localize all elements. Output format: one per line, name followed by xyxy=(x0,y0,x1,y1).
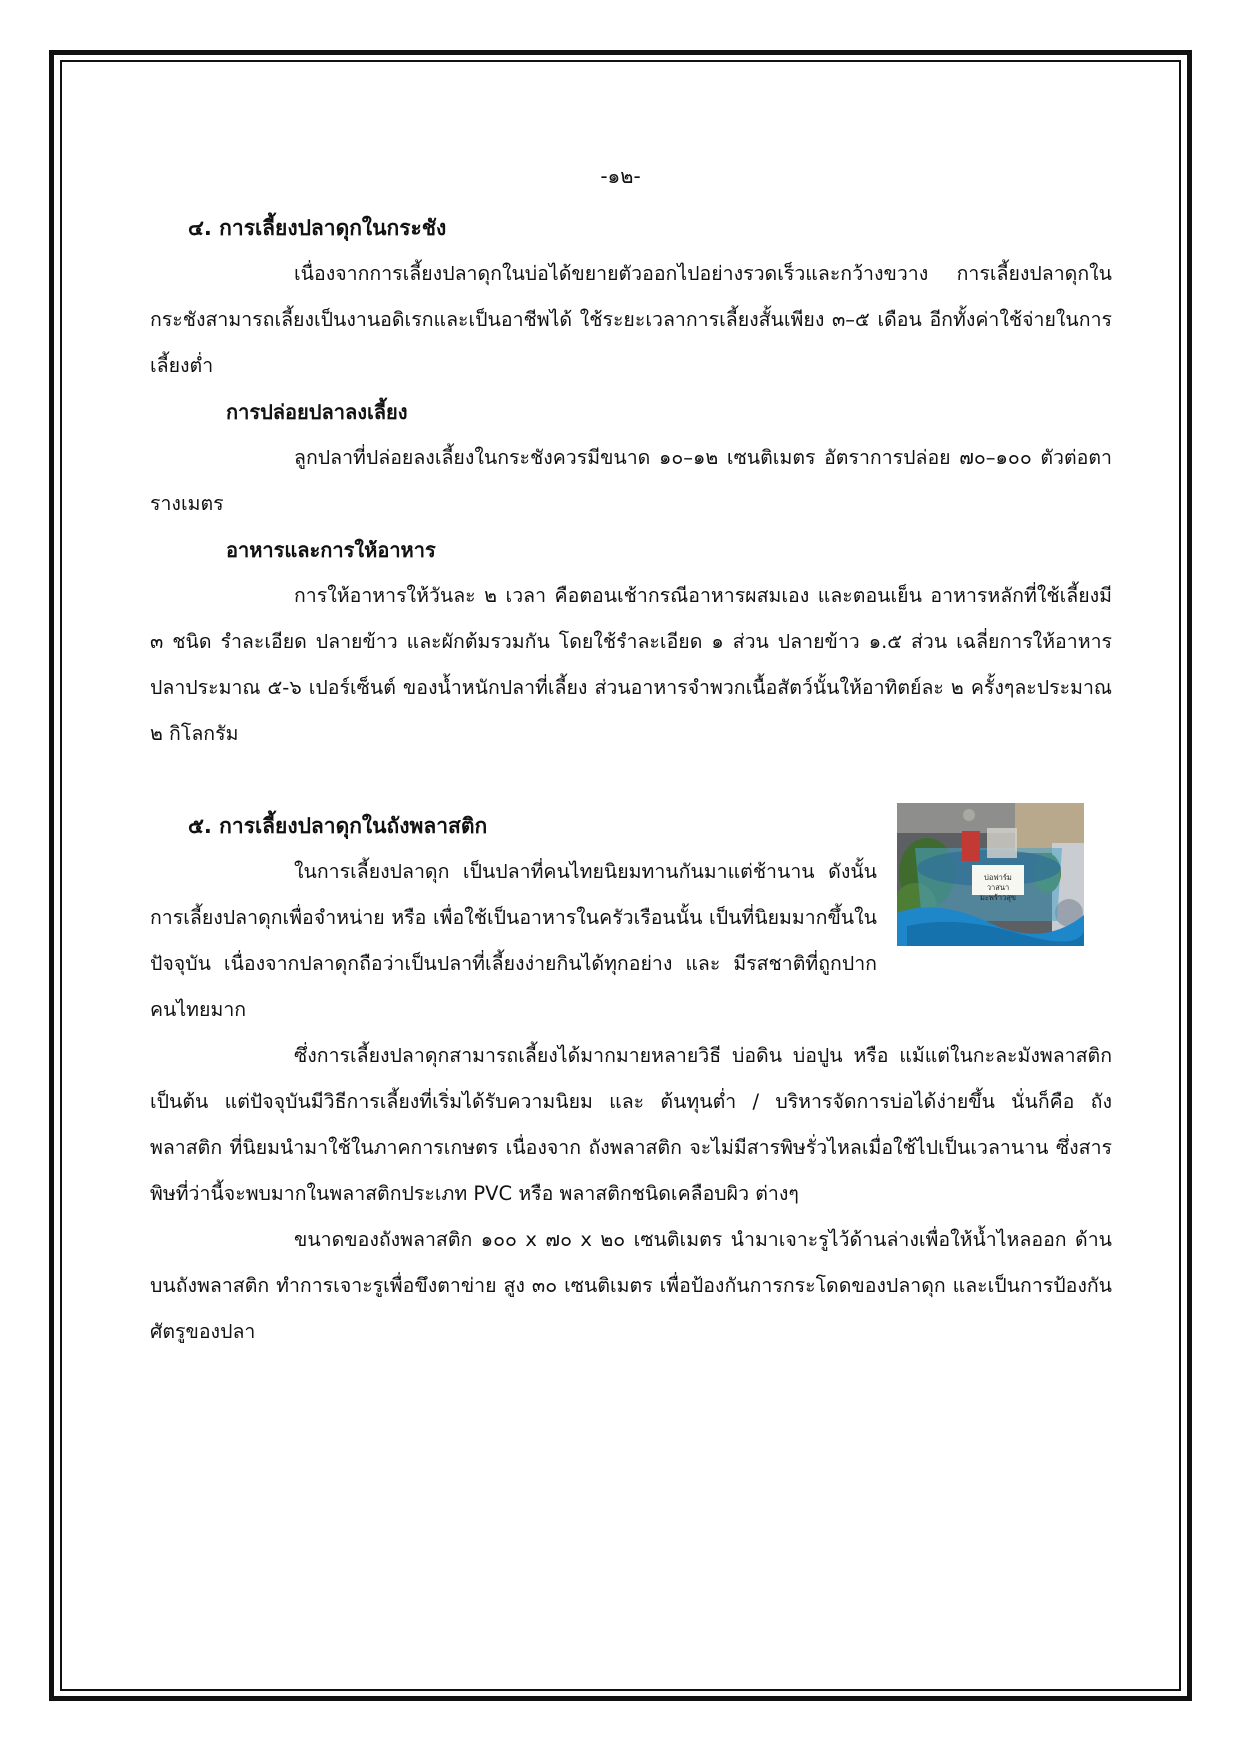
plastic-tank-photo xyxy=(897,803,1084,946)
feed-text: การให้อาหารให้วันละ ๒ เวลา คือตอนเช้ากรณีอาหารผสมเอง และตอนเย็น อาหารหลักที่ใช้เลี้ยงมี ๓ ชนิด รำละเอียด ปลายข้าว และผักต้มรวมกัน โดยใช้รำละเอียด ๑ ส่วน ปลายข้าว ๑.๕ ส่วน เฉลี่ยการให้อาหารปลาประมาณ ๕-๖ เปอร์เซ็นต์ ของน้ำหนักปลาที่เลี้ยง ส่วนอาหารจำพวกเนื้อสัตว์นั้นให้อาทิตย์ละ ๒ ครั้งๆละประมาณ ๒ กิโลกรัม xyxy=(150,584,1112,745)
section-4-intro: เนื่องจากการเลี้ยงปลาดุกในบ่อได้ขยายตัวออกไปอย่างรวดเร็วและกว้างขวาง การเลี้ยงปลาดุกในกระชังสามารถเลี้ยงเป็นงานอดิเรกและเป็นอาชีพได้ ใช้ระยะเวลาการเลี้ยงสั้นเพียง ๓–๕ เดือน อีกทั้งค่าใช้จ่ายในการเลี้ยงต่ำ xyxy=(150,262,1112,377)
document-body xyxy=(150,205,1112,1355)
section-gap xyxy=(150,757,1112,803)
section-5-para-3: ขนาดของถังพลาสติก ๑๐๐ x ๗๐ x ๒๐ เซนติเมตร นำมาเจาะรูไว้ด้านล่างเพื่อให้น้ำไหลออก ด้านบนถังพลาสติก ทำการเจาะรูเพื่อขึงตาข่าย สูง ๓๐ เซนติเมตร เพื่อป้องกันการกระโดดของปลาดุก และเป็นการป้องกันศัตรูของปลา xyxy=(150,1228,1112,1343)
section-5-para-1: ในการเลี้ยงปลาดุก เป็นปลาที่คนไทยนิยมทานกันมาแต่ช้านาน ดังนั้น การเลี้ยงปลาดุกเพื่อจำหน่าย หรือ เพื่อใช้เป็นอาหารในครัวเรือนนั้น เป็นที่นิยมมากขึ้นในปัจจุบัน เนื่องจากปลาดุกถือว่าเป็นปลาที่เลี้ยงง่ายกินได้ทุกอย่าง และ มีรสชาติที่ถูกปากคนไทยมาก xyxy=(150,860,877,1021)
photo-sign-text: บ่อฟาร์ม วาสนามะพร้าวสุข xyxy=(979,873,1017,902)
release-heading: การปล่อยปลาลงเลี้ยง xyxy=(226,400,408,424)
release-text: ลูกปลาที่ปล่อยลงเลี้ยงในกระชังควรมีขนาด ๑๐–๑๒ เซนติเมตร อัตราการปล่อย ๗๐–๑๐๐ ตัวต่อตารางเมตร xyxy=(150,446,1112,515)
section-4-heading: ๔. การเลี้ยงปลาดุกในกระชัง xyxy=(188,216,447,240)
feed-heading: อาหารและการให้อาหาร xyxy=(226,538,436,562)
page-number: -๑๒- xyxy=(600,164,641,188)
section-5-heading: ๕. การเลี้ยงปลาดุกในถังพลาสติก xyxy=(188,814,488,838)
section-5-para-2: ซึ่งการเลี้ยงปลาดุกสามารถเลี้ยงได้มากมายหลายวิธี บ่อดิน บ่อปูน หรือ แม้แต่ในกะละมังพลาสติก เป็นต้น แต่ปัจจุบันมีวิธีการเลี้ยงที่เริ่มได้รับความนิยม และ ต้นทุนต่ำ / บริหารจัดการบ่อได้ง่ายขึ้น นั่นก็คือ ถังพลาสติก ที่นิยมนำมาใช้ในภาคการเกษตร เนื่องจาก ถังพลาสติก จะไม่มีสารพิษรั่วไหลเมื่อใช้ไปเป็นเวลานาน ซึ่งสารพิษที่ว่านี้จะพบมากในพลาสติกประเภท PVC หรือ พลาสติกชนิดเคลือบผิว ต่างๆ xyxy=(150,1044,1112,1205)
